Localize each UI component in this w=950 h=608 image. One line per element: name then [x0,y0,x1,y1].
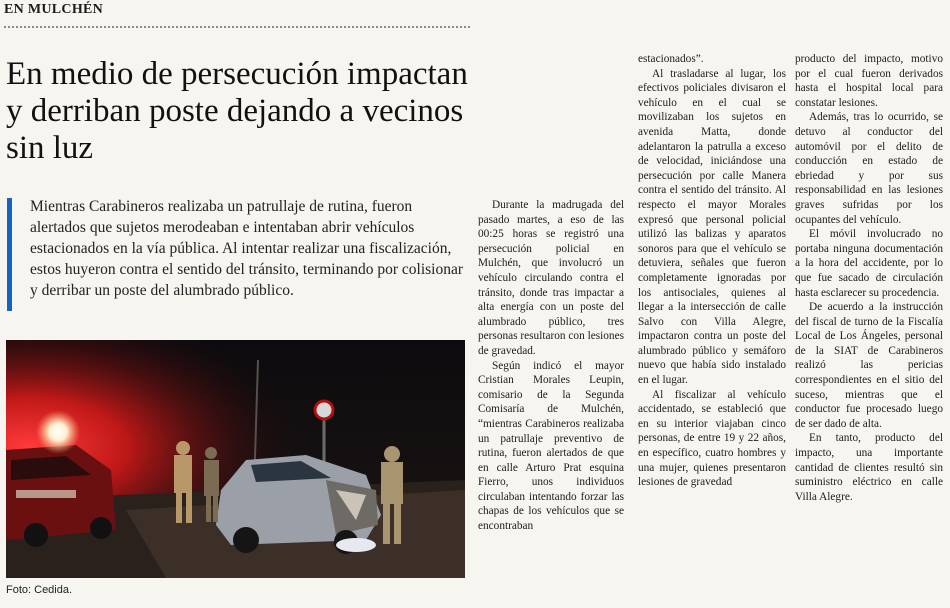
news-photo [6,340,465,578]
body-paragraph-continued: estacionados”. [638,53,704,65]
lead-accent-bar [7,198,12,311]
body-column-1 [478,198,624,534]
body-paragraph: Según indicó el mayor Cristian Morales Leupin, comisario de la Segunda Comisaría de Mulchén, “mientras Carabineros realizaba un patrullaje preventivo de rutina, fueron alertados de que en calle Arturo Prat esquina Fierro, unos individuos circulaban intentando forzar las chapas de los vehículos que se encontraban [478,359,624,533]
body-paragraph: El móvil involucrado no portaba ninguna documentación a la hora del accidente, por lo que fue sacado de circulación hasta esclarecer su procedencia. [795,228,943,299]
body-column-2 [638,52,786,490]
body-paragraph: En tanto, producto del impacto, una importante cantidad de clientes resultó sin suministro eléctrico en calle Villa Alegre. [795,432,943,503]
body-paragraph: Al trasladarse al lugar, los efectivos policiales divisaron el vehículo en el cual se movilizaban los sujetos en avenida Matta, donde adelantaron la patrulla a exceso de velocidad, iniciándose una persecución por calle Manera contra el sentido del tránsito. Al respecto el mayor Morales expresó que personal policial utilizó las balizas y aparatos sonoros para que el vehículo se detuviera, señales que fueron completamente ignoradas por los antisociales, quienes al llegar a la intersección de calle Salvo con Villa Alegre, impactaron contra un poste del alumbrado público y semáforo nuevo que había sido instalado en el lugar. [638,67,786,387]
section-label: EN MULCHÉN [4,2,104,17]
body-paragraph: Durante la madrugada del pasado martes, a eso de las 00:25 horas se registró una persecución policial en Mulchén, que involucró un vehículo circulando contra el tránsito, donde tras impactar a alta energía con un poste del alumbrado público, tres personas resultaron con lesiones de gravedad. [478,199,624,357]
body-paragraph: Al fiscalizar al vehículo accidentado, se estableció que en su interior viajaban cinco personas, de entre 19 y 22 años, en específico, cuatro hombres y una mujer, quienes presentaron lesiones de gravedad [638,388,786,489]
body-paragraph-continued: producto del impacto, motivo por el cual fueron derivados hasta el hospital local para constatar lesiones. [795,53,943,109]
headline: En medio de persecución impactan y derriban poste dejando a vecinos sin luz [6,56,468,166]
photo-caption: Foto: Cedida. [6,584,73,596]
body-column-3 [795,52,943,504]
lead-paragraph: Mientras Carabineros realizaba un patrullaje de rutina, fueron alertados que sujetos merodeaban e intentaban abrir vehículos estacionados en la vía pública. Al intentar realizar una fiscalización, estos huyeron contra el sentido del tránsito, terminando por colisionar y derribar un poste del alumbrado público. [30,198,464,299]
section-divider [4,26,470,28]
body-paragraph: Además, tras lo ocurrido, se detuvo al conductor del automóvil por el delito de conducción en estado de ebriedad y por sus responsabilidad en las lesiones graves sufridas por los ocupantes del vehículo. [795,111,943,226]
body-paragraph: De acuerdo a la instrucción del fiscal de turno de la Fiscalía Local de Los Ángeles, personal de la SIAT de Carabineros realizó las pericias correspondientes en el sitio del suceso, mientras que el conductor fue procesado luego de ser dado de alta. [795,301,943,430]
